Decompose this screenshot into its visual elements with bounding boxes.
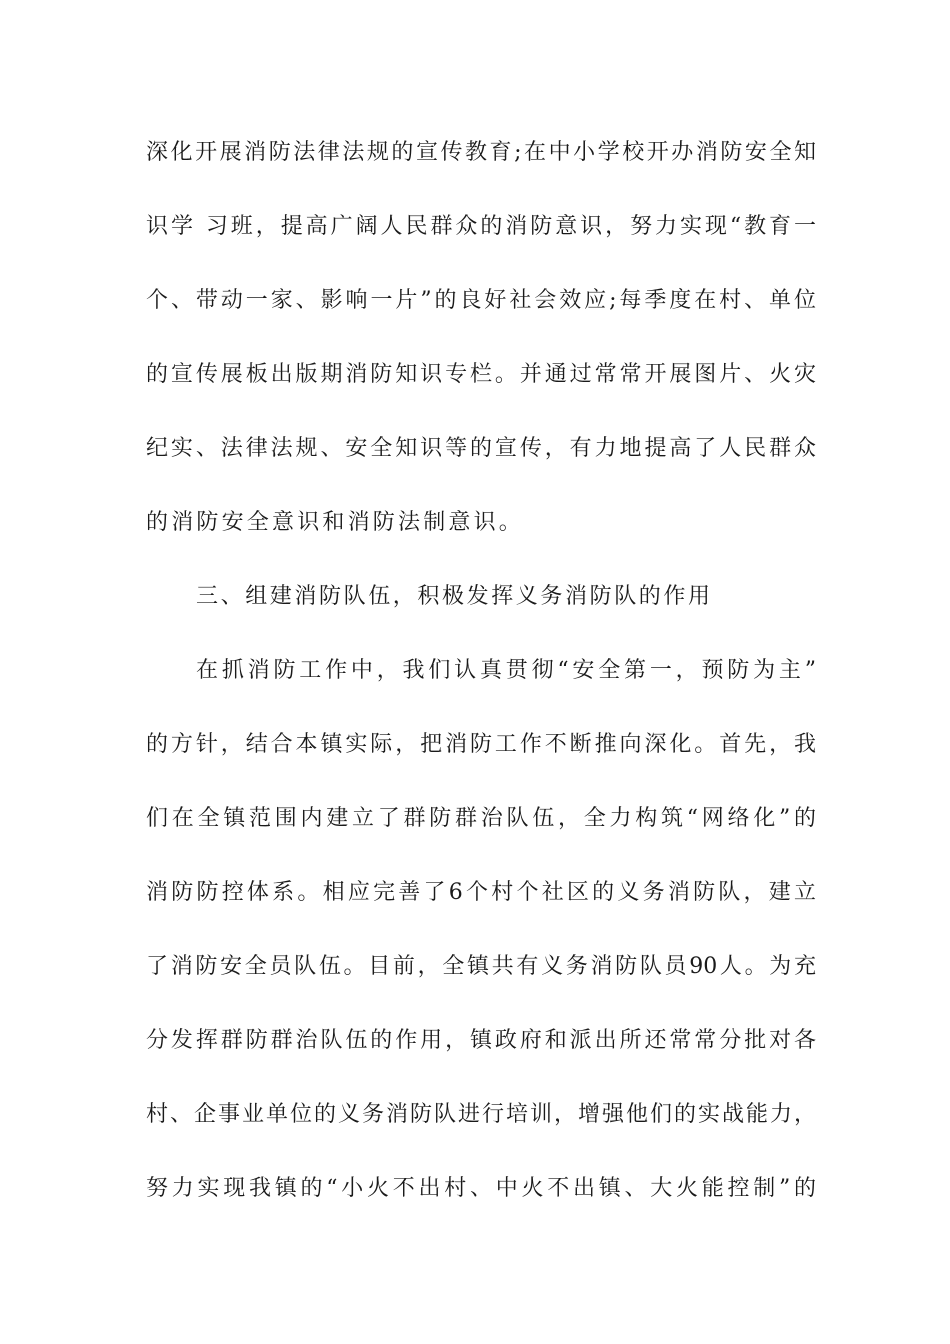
paragraph-line: 村、企事业单位的义务消防队进行培训，增强他们的实战能力， (146, 1102, 816, 1127)
paragraph-line: 分发挥群防群治队伍的作用，镇政府和派出所还常常分批对各 (146, 1028, 816, 1053)
paragraph-line: 们在全镇范围内建立了群防群治队伍，全力构筑“网络化”的 (146, 806, 816, 831)
paragraph-line: 纪实、法律法规、安全知识等的宣传，有力地提高了人民群众 (146, 436, 816, 461)
section-heading: 三、组建消防队伍，积极发挥义务消防队的作用 (196, 584, 713, 609)
paragraph-line: 努力实现我镇的“小火不出村、中火不出镇、大火能控制”的 (146, 1176, 816, 1201)
paragraph-line: 的消防安全意识和消防法制意识。 (146, 510, 525, 535)
paragraph-line: 的宣传展板出版期消防知识专栏。并通过常常开展图片、火灾 (146, 362, 816, 387)
paragraph-line: 消防防控体系。相应完善了6个村个社区的义务消防队，建立 (146, 880, 816, 905)
paragraph-line: 的方针，结合本镇实际，把消防工作不断推向深化。首先，我 (146, 732, 816, 757)
paragraph-line: 在抓消防工作中，我们认真贯彻“安全第一，预防为主” (196, 658, 816, 683)
paragraph-line: 了消防安全员队伍。目前，全镇共有义务消防队员90人。为充 (146, 954, 816, 979)
paragraph-line: 个、带动一家、影响一片”的良好社会效应;每季度在村、单位 (146, 288, 816, 313)
paragraph-line: 识学 习班，提高广阔人民群众的消防意识，努力实现“教育一 (146, 214, 816, 239)
paragraph-line: 深化开展消防法律法规的宣传教育;在中小学校开办消防安全知 (146, 140, 816, 165)
